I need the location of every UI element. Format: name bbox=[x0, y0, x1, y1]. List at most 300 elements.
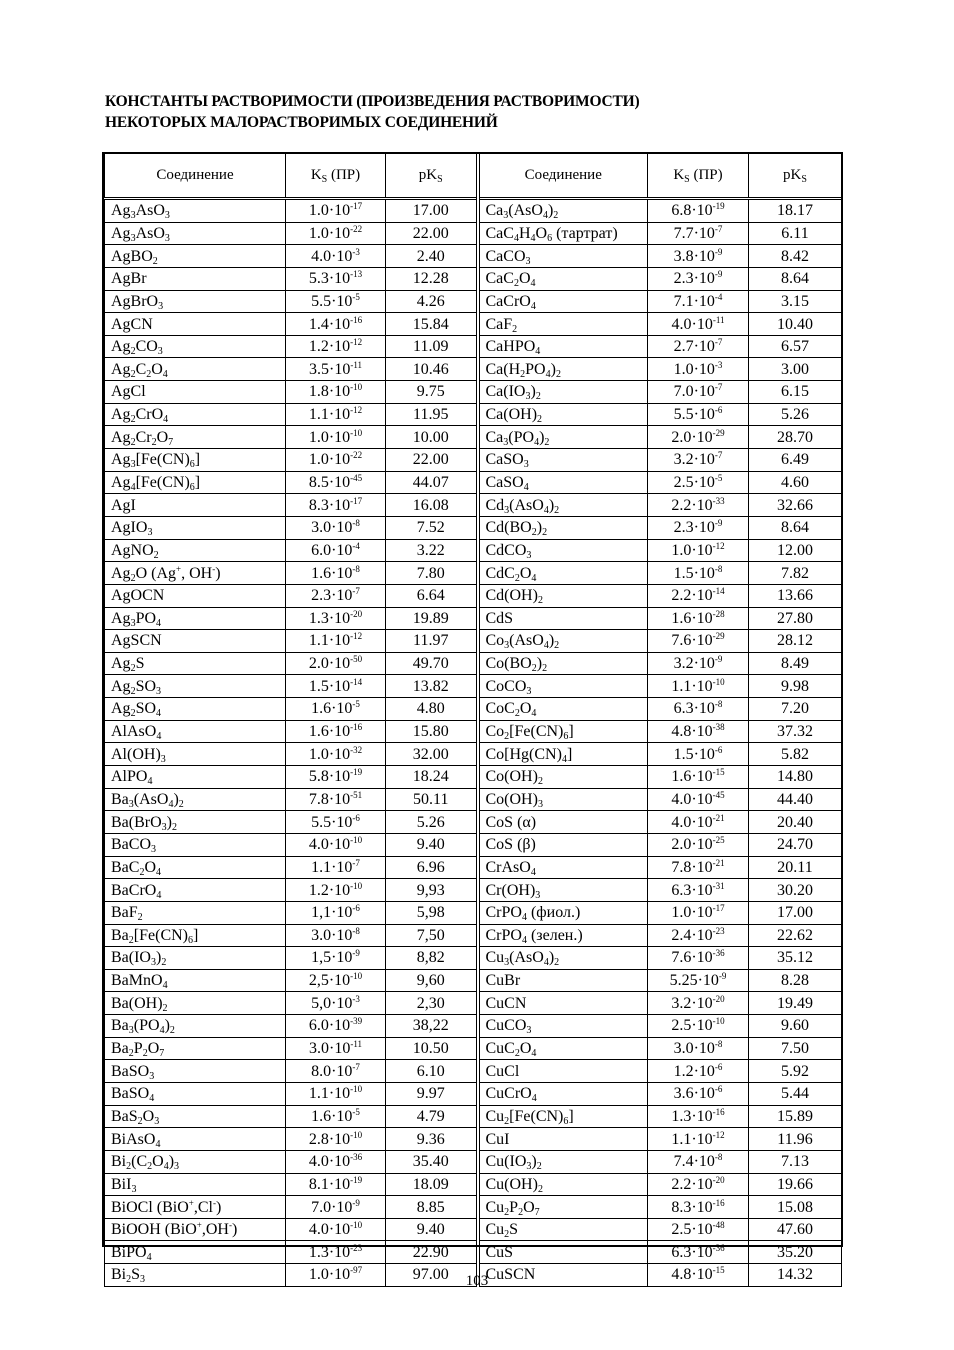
cell-pks-right: 35.20 bbox=[749, 1241, 842, 1264]
cell-pks-left: 19.89 bbox=[386, 607, 478, 630]
cell-pks-left: 9,60 bbox=[386, 969, 478, 992]
table-row bbox=[105, 199, 842, 223]
cell-ks-left: $1.6\cdot 10^{-5}$ bbox=[286, 698, 386, 721]
cell-ks-left: $1.0\cdot 10^{-17}$ bbox=[286, 199, 386, 223]
cell-compound-right: CaF$_2$ bbox=[478, 313, 648, 336]
cell-compound-left: BiOCl (BiO+,Cl-) bbox=[105, 1196, 286, 1219]
cell-compound-left: BaCO$_3$ bbox=[105, 833, 286, 856]
header-pks-right: $pK_S$ bbox=[749, 154, 842, 199]
table-row bbox=[105, 969, 842, 992]
cell-compound-right: $Cd(OH)_2$ bbox=[478, 584, 648, 607]
cell-compound-left: AgBrO$_3$ bbox=[105, 290, 286, 313]
cell-compound-right: $Ca(H_2PO_4)_2$ bbox=[478, 358, 648, 381]
table-row bbox=[105, 901, 842, 924]
table-row bbox=[105, 267, 842, 290]
table-row bbox=[105, 924, 842, 947]
cell-ks-left: $1.1\cdot 10^{-10}$ bbox=[286, 1082, 386, 1105]
table-row bbox=[105, 947, 842, 970]
table-row bbox=[105, 403, 842, 426]
cell-ks-left: $1.2\cdot 10^{-12}$ bbox=[286, 335, 386, 358]
cell-pks-left: 15.80 bbox=[386, 720, 478, 743]
cell-pks-right: 9.60 bbox=[749, 1015, 842, 1038]
cell-pks-right: 5.82 bbox=[749, 743, 842, 766]
cell-pks-left: 2,30 bbox=[386, 992, 478, 1015]
cell-compound-right: CuCN bbox=[478, 992, 648, 1015]
cell-pks-right: 18.17 bbox=[749, 199, 842, 223]
cell-pks-right: 14.80 bbox=[749, 766, 842, 789]
cell-pks-left: 10.00 bbox=[386, 426, 478, 449]
table-row bbox=[105, 675, 842, 698]
cell-pks-right: 4.60 bbox=[749, 471, 842, 494]
cell-compound-left: AgOCN bbox=[105, 584, 286, 607]
cell-compound-right: $CuC_2O_4$ bbox=[478, 1037, 648, 1060]
cell-ks-left: $5.8\cdot 10^{-19}$ bbox=[286, 766, 386, 789]
cell-ks-left: $1.0\cdot 10^{-22}$ bbox=[286, 449, 386, 472]
cell-ks-left: $4.0\cdot 10^{-10}$ bbox=[286, 1218, 386, 1241]
cell-pks-right: 10.40 bbox=[749, 313, 842, 336]
cell-pks-right: 12.00 bbox=[749, 539, 842, 562]
cell-compound-right: $Cd(BO_2)_2$ bbox=[478, 516, 648, 539]
cell-compound-right: $Cd_3(AsO_4)_2$ bbox=[478, 494, 648, 517]
table-row bbox=[105, 992, 842, 1015]
cell-pks-left: 9.36 bbox=[386, 1128, 478, 1151]
cell-ks-right: $2.5\cdot 10^{-10}$ bbox=[648, 1015, 749, 1038]
cell-ks-left: $1,1\cdot 10^{-6}$ bbox=[286, 901, 386, 924]
cell-compound-right: CuCl bbox=[478, 1060, 648, 1083]
cell-compound-right: $Co_3(AsO_4)_2$ bbox=[478, 630, 648, 653]
cell-ks-left: $7.8\cdot 10^{-51}$ bbox=[286, 788, 386, 811]
cell-pks-right: 6.15 bbox=[749, 381, 842, 404]
cell-ks-right: $1.0\cdot 10^{-17}$ bbox=[648, 901, 749, 924]
cell-pks-left: 11.95 bbox=[386, 403, 478, 426]
cell-compound-right: $Co[Hg(CN)_4]$ bbox=[478, 743, 648, 766]
table-header-row bbox=[105, 154, 842, 199]
table-row bbox=[105, 539, 842, 562]
cell-compound-left: BiI$_3$ bbox=[105, 1173, 286, 1196]
cell-ks-left: $1.5\cdot 10^{-14}$ bbox=[286, 675, 386, 698]
table-row bbox=[105, 1241, 842, 1264]
cell-ks-left: $4.0\cdot 10^{-10}$ bbox=[286, 833, 386, 856]
cell-pks-right: 14.32 bbox=[749, 1264, 842, 1287]
cell-pks-right: 27.80 bbox=[749, 607, 842, 630]
cell-pks-right: 11.96 bbox=[749, 1128, 842, 1151]
solubility-table bbox=[102, 152, 843, 1286]
cell-ks-left: $1.0\cdot 10^{-10}$ bbox=[286, 426, 386, 449]
cell-pks-right: 5.26 bbox=[749, 403, 842, 426]
cell-pks-right: 19.66 bbox=[749, 1173, 842, 1196]
cell-ks-left: $5.5\cdot 10^{-6}$ bbox=[286, 811, 386, 834]
table-row bbox=[105, 290, 842, 313]
cell-ks-left: $5,0\cdot 10^{-3}$ bbox=[286, 992, 386, 1015]
cell-ks-left: $1.0\cdot 10^{-22}$ bbox=[286, 222, 386, 245]
cell-ks-left: $8.5\cdot 10^{-45}$ bbox=[286, 471, 386, 494]
cell-compound-right: $CaC_2O_4$ bbox=[478, 267, 648, 290]
cell-ks-left: $1.1\cdot 10^{-7}$ bbox=[286, 856, 386, 879]
cell-compound-left: $Ag_2CrO_4$ bbox=[105, 403, 286, 426]
table-row bbox=[105, 313, 842, 336]
cell-compound-left: $Ag_2SO_4$ bbox=[105, 698, 286, 721]
cell-compound-right: $Cu_2P_2O_7$ bbox=[478, 1196, 648, 1219]
cell-ks-right: $1.5\cdot 10^{-8}$ bbox=[648, 562, 749, 585]
cell-compound-left: AgCN bbox=[105, 313, 286, 336]
cell-ks-right: $3.0\cdot 10^{-8}$ bbox=[648, 1037, 749, 1060]
cell-ks-right: $7.8\cdot 10^{-21}$ bbox=[648, 856, 749, 879]
cell-compound-left: $Bi_2S_3$ bbox=[105, 1264, 286, 1287]
cell-compound-left: $Ag_2O$ (Ag+, OH-) bbox=[105, 562, 286, 585]
cell-ks-right: $2.0\cdot 10^{-25}$ bbox=[648, 833, 749, 856]
table-row bbox=[105, 449, 842, 472]
table-row bbox=[105, 856, 842, 879]
cell-ks-right: $7.6\cdot 10^{-36}$ bbox=[648, 947, 749, 970]
cell-compound-left: $Al(OH)_3$ bbox=[105, 743, 286, 766]
cell-pks-left: 18.24 bbox=[386, 766, 478, 789]
cell-pks-left: 22.00 bbox=[386, 449, 478, 472]
cell-ks-left: $5.5\cdot 10^{-5}$ bbox=[286, 290, 386, 313]
cell-compound-right: CuSCN bbox=[478, 1264, 648, 1287]
cell-ks-left: $1.3\cdot 10^{-23}$ bbox=[286, 1241, 386, 1264]
cell-ks-right: $5.5\cdot 10^{-6}$ bbox=[648, 403, 749, 426]
cell-compound-right: CoS (β) bbox=[478, 833, 648, 856]
cell-compound-right: $Co(BO_2)_2$ bbox=[478, 652, 648, 675]
cell-ks-right: $3.8\cdot 10^{-9}$ bbox=[648, 245, 749, 268]
cell-ks-left: $1.1\cdot 10^{-12}$ bbox=[286, 630, 386, 653]
cell-pks-left: 22.00 bbox=[386, 222, 478, 245]
cell-ks-left: $4.0\cdot 10^{-36}$ bbox=[286, 1150, 386, 1173]
cell-pks-right: 3.15 bbox=[749, 290, 842, 313]
cell-compound-right: $Ca(OH)_2$ bbox=[478, 403, 648, 426]
cell-pks-left: 38,22 bbox=[386, 1015, 478, 1038]
table-row bbox=[105, 584, 842, 607]
cell-ks-right: $2.4\cdot 10^{-23}$ bbox=[648, 924, 749, 947]
table-row bbox=[105, 879, 842, 902]
cell-compound-left: $Ba_2[Fe(CN)_6]$ bbox=[105, 924, 286, 947]
cell-ks-right: $7.1\cdot 10^{-4}$ bbox=[648, 290, 749, 313]
table-row bbox=[105, 1082, 842, 1105]
cell-pks-left: 7.80 bbox=[386, 562, 478, 585]
cell-compound-right: CdCO$_3$ bbox=[478, 539, 648, 562]
cell-compound-right: $CaC_4H_4O_6$ (тартрат) bbox=[478, 222, 648, 245]
cell-pks-left: 9,93 bbox=[386, 879, 478, 902]
cell-pks-left: 44.07 bbox=[386, 471, 478, 494]
cell-compound-left: BaSO$_4$ bbox=[105, 1082, 286, 1105]
cell-compound-right: CuCrO$_4$ bbox=[478, 1082, 648, 1105]
table-row bbox=[105, 652, 842, 675]
cell-compound-left: BaCrO$_4$ bbox=[105, 879, 286, 902]
table-row bbox=[105, 1196, 842, 1219]
page-title bbox=[105, 91, 865, 133]
table-row bbox=[105, 1150, 842, 1173]
cell-ks-right: $1.2\cdot 10^{-6}$ bbox=[648, 1060, 749, 1083]
cell-ks-left: $1.6\cdot 10^{-5}$ bbox=[286, 1105, 386, 1128]
cell-pks-left: 9.97 bbox=[386, 1082, 478, 1105]
cell-pks-left: 16.08 bbox=[386, 494, 478, 517]
cell-ks-right: $2.2\cdot 10^{-20}$ bbox=[648, 1173, 749, 1196]
cell-compound-left: AgSCN bbox=[105, 630, 286, 653]
cell-pks-right: 5.44 bbox=[749, 1082, 842, 1105]
table-row bbox=[105, 743, 842, 766]
cell-ks-left: $3.0\cdot 10^{-11}$ bbox=[286, 1037, 386, 1060]
cell-pks-left: 13.82 bbox=[386, 675, 478, 698]
cell-ks-left: $2.0\cdot 10^{-50}$ bbox=[286, 652, 386, 675]
cell-compound-left: AgBO$_2$ bbox=[105, 245, 286, 268]
cell-pks-right: 9.98 bbox=[749, 675, 842, 698]
table-row bbox=[105, 494, 842, 517]
cell-pks-left: 9.75 bbox=[386, 381, 478, 404]
cell-compound-right: CaSO$_3$ bbox=[478, 449, 648, 472]
cell-ks-left: $1.3\cdot 10^{-20}$ bbox=[286, 607, 386, 630]
cell-ks-right: $8.3\cdot 10^{-16}$ bbox=[648, 1196, 749, 1219]
cell-ks-right: $2.7\cdot 10^{-7}$ bbox=[648, 335, 749, 358]
cell-pks-left: 32.00 bbox=[386, 743, 478, 766]
cell-ks-left: $6.0\cdot 10^{-4}$ bbox=[286, 539, 386, 562]
cell-pks-right: 8.42 bbox=[749, 245, 842, 268]
cell-ks-right: $4.0\cdot 10^{-11}$ bbox=[648, 313, 749, 336]
cell-ks-right: $1.0\cdot 10^{-3}$ bbox=[648, 358, 749, 381]
cell-ks-right: $4.0\cdot 10^{-21}$ bbox=[648, 811, 749, 834]
cell-compound-right: $CdC_2O_4$ bbox=[478, 562, 648, 585]
cell-pks-right: 47.60 bbox=[749, 1218, 842, 1241]
cell-pks-left: 4.26 bbox=[386, 290, 478, 313]
table-body bbox=[105, 199, 842, 1287]
cell-ks-right: $2.0\cdot 10^{-29}$ bbox=[648, 426, 749, 449]
cell-ks-right: $6.3\cdot 10^{-8}$ bbox=[648, 698, 749, 721]
cell-ks-left: $8.3\cdot 10^{-17}$ bbox=[286, 494, 386, 517]
cell-compound-right: $Ca_3(PO_4)_2$ bbox=[478, 426, 648, 449]
cell-pks-left: 49.70 bbox=[386, 652, 478, 675]
table-row bbox=[105, 1105, 842, 1128]
cell-ks-right: $3.2\cdot 10^{-9}$ bbox=[648, 652, 749, 675]
cell-compound-left: $BaS_2O_3$ bbox=[105, 1105, 286, 1128]
cell-compound-left: $Ag_3[Fe(CN)_6]$ bbox=[105, 449, 286, 472]
cell-pks-right: 13.66 bbox=[749, 584, 842, 607]
cell-compound-right: CoCO$_3$ bbox=[478, 675, 648, 698]
cell-compound-left: $Ag_3AsO_3$ bbox=[105, 222, 286, 245]
cell-ks-left: $2.3\cdot 10^{-7}$ bbox=[286, 584, 386, 607]
cell-ks-right: $3.2\cdot 10^{-7}$ bbox=[648, 449, 749, 472]
cell-compound-right: $CoC_2O_4$ bbox=[478, 698, 648, 721]
cell-ks-right: $2.2\cdot 10^{-33}$ bbox=[648, 494, 749, 517]
cell-ks-right: $4.0\cdot 10^{-45}$ bbox=[648, 788, 749, 811]
cell-pks-left: 18.09 bbox=[386, 1173, 478, 1196]
cell-ks-right: $2.5\cdot 10^{-5}$ bbox=[648, 471, 749, 494]
cell-ks-right: $1.6\cdot 10^{-15}$ bbox=[648, 766, 749, 789]
cell-ks-right: $2.3\cdot 10^{-9}$ bbox=[648, 267, 749, 290]
cell-ks-right: $3.2\cdot 10^{-20}$ bbox=[648, 992, 749, 1015]
header-ks-left: $K_S$ (ПР) bbox=[286, 154, 386, 199]
table-row bbox=[105, 1173, 842, 1196]
table-row bbox=[105, 788, 842, 811]
cell-ks-left: $3.0\cdot 10^{-8}$ bbox=[286, 516, 386, 539]
cell-pks-right: 15.89 bbox=[749, 1105, 842, 1128]
cell-compound-left: $BaC_2O_4$ bbox=[105, 856, 286, 879]
cell-compound-right: $Co(OH)_3$ bbox=[478, 788, 648, 811]
cell-compound-right: CaSO$_4$ bbox=[478, 471, 648, 494]
cell-pks-left: 6.64 bbox=[386, 584, 478, 607]
cell-pks-right: 19.49 bbox=[749, 992, 842, 1015]
cell-compound-left: $Ba_2P_2O_7$ bbox=[105, 1037, 286, 1060]
cell-ks-right: $6.8\cdot 10^{-19}$ bbox=[648, 199, 749, 223]
cell-pks-right: 30.20 bbox=[749, 879, 842, 902]
cell-compound-left: $Ag_2S$ bbox=[105, 652, 286, 675]
cell-pks-right: 6.57 bbox=[749, 335, 842, 358]
cell-pks-left: 2.40 bbox=[386, 245, 478, 268]
cell-ks-right: $1.1\cdot 10^{-12}$ bbox=[648, 1128, 749, 1151]
cell-compound-left: BiOOH (BiO+,OH-) bbox=[105, 1218, 286, 1241]
cell-ks-right: $1.1\cdot 10^{-10}$ bbox=[648, 675, 749, 698]
cell-pks-left: 9.40 bbox=[386, 833, 478, 856]
cell-compound-right: CuS bbox=[478, 1241, 648, 1264]
cell-pks-left: 3.22 bbox=[386, 539, 478, 562]
table-row bbox=[105, 1128, 842, 1151]
table-row bbox=[105, 471, 842, 494]
cell-ks-right: $6.3\cdot 10^{-31}$ bbox=[648, 879, 749, 902]
table-row bbox=[105, 811, 842, 834]
table-row bbox=[105, 1015, 842, 1038]
cell-ks-left: $1.1\cdot 10^{-12}$ bbox=[286, 403, 386, 426]
cell-pks-right: 15.08 bbox=[749, 1196, 842, 1219]
table-row bbox=[105, 335, 842, 358]
cell-pks-left: 11.09 bbox=[386, 335, 478, 358]
cell-ks-left: $2,5\cdot 10^{-10}$ bbox=[286, 969, 386, 992]
cell-compound-left: AgCl bbox=[105, 381, 286, 404]
cell-compound-right: $Cu_2[Fe(CN)_6]$ bbox=[478, 1105, 648, 1128]
cell-ks-right: $1.0\cdot 10^{-12}$ bbox=[648, 539, 749, 562]
cell-ks-left: $2.8\cdot 10^{-10}$ bbox=[286, 1128, 386, 1151]
cell-pks-left: 11.97 bbox=[386, 630, 478, 653]
cell-ks-right: $1.3\cdot 10^{-16}$ bbox=[648, 1105, 749, 1128]
cell-compound-left: $Ba(OH)_2$ bbox=[105, 992, 286, 1015]
cell-ks-right: $2.2\cdot 10^{-14}$ bbox=[648, 584, 749, 607]
cell-compound-right: CaCrO$_4$ bbox=[478, 290, 648, 313]
table-row bbox=[105, 358, 842, 381]
cell-compound-right: $Cu(IO_3)_2$ bbox=[478, 1150, 648, 1173]
table-row bbox=[105, 222, 842, 245]
cell-pks-right: 3.00 bbox=[749, 358, 842, 381]
cell-ks-left: $3.0\cdot 10^{-8}$ bbox=[286, 924, 386, 947]
cell-ks-left: $1.6\cdot 10^{-16}$ bbox=[286, 720, 386, 743]
cell-compound-right: $Co(OH)_2$ bbox=[478, 766, 648, 789]
cell-ks-left: $1,5\cdot 10^{-9}$ bbox=[286, 947, 386, 970]
cell-pks-right: 7.50 bbox=[749, 1037, 842, 1060]
cell-ks-left: $1.8\cdot 10^{-10}$ bbox=[286, 381, 386, 404]
table-row bbox=[105, 516, 842, 539]
cell-compound-left: $Ag_2CO_3$ bbox=[105, 335, 286, 358]
cell-compound-left: $Ba_3(AsO_4)_2$ bbox=[105, 788, 286, 811]
cell-pks-left: 10.46 bbox=[386, 358, 478, 381]
cell-ks-left: $1.6\cdot 10^{-8}$ bbox=[286, 562, 386, 585]
cell-ks-left: $1.4\cdot 10^{-16}$ bbox=[286, 313, 386, 336]
cell-compound-left: AgNO$_2$ bbox=[105, 539, 286, 562]
cell-compound-left: $Ba(IO_3)_2$ bbox=[105, 947, 286, 970]
cell-ks-left: $4.0\cdot 10^{-3}$ bbox=[286, 245, 386, 268]
cell-compound-right: CrPO$_4$ (фиол.) bbox=[478, 901, 648, 924]
cell-ks-left: $8.1\cdot 10^{-19}$ bbox=[286, 1173, 386, 1196]
cell-pks-left: 7.52 bbox=[386, 516, 478, 539]
cell-pks-right: 20.40 bbox=[749, 811, 842, 834]
cell-compound-right: CoS (α) bbox=[478, 811, 648, 834]
cell-compound-left: BiPO$_4$ bbox=[105, 1241, 286, 1264]
cell-ks-right: $2.5\cdot 10^{-48}$ bbox=[648, 1218, 749, 1241]
cell-compound-left: BaF$_2$ bbox=[105, 901, 286, 924]
cell-compound-left: BaMnO$_4$ bbox=[105, 969, 286, 992]
cell-ks-right: $6.3\cdot 10^{-36}$ bbox=[648, 1241, 749, 1264]
cell-ks-left: $7.0\cdot 10^{-9}$ bbox=[286, 1196, 386, 1219]
cell-ks-right: $1.6\cdot 10^{-28}$ bbox=[648, 607, 749, 630]
cell-compound-left: $Ba_3(PO_4)_2$ bbox=[105, 1015, 286, 1038]
cell-compound-right: CrAsO$_4$ bbox=[478, 856, 648, 879]
cell-pks-left: 5.26 bbox=[386, 811, 478, 834]
cell-compound-right: CdS bbox=[478, 607, 648, 630]
cell-compound-left: BaSO$_3$ bbox=[105, 1060, 286, 1083]
table-row bbox=[105, 607, 842, 630]
cell-compound-right: CuCO$_3$ bbox=[478, 1015, 648, 1038]
cell-pks-left: 6.96 bbox=[386, 856, 478, 879]
cell-ks-left: $1.0\cdot 10^{-97}$ bbox=[286, 1264, 386, 1287]
cell-pks-right: 28.70 bbox=[749, 426, 842, 449]
cell-pks-left: 9.40 bbox=[386, 1218, 478, 1241]
cell-ks-left: $3.5\cdot 10^{-11}$ bbox=[286, 358, 386, 381]
table-row bbox=[105, 1218, 842, 1241]
table-row bbox=[105, 562, 842, 585]
cell-pks-left: 12.28 bbox=[386, 267, 478, 290]
cell-pks-left: 50.11 bbox=[386, 788, 478, 811]
cell-compound-left: AgIO$_3$ bbox=[105, 516, 286, 539]
cell-pks-left: 10.50 bbox=[386, 1037, 478, 1060]
cell-ks-right: $5.25\cdot 10^{-9}$ bbox=[648, 969, 749, 992]
cell-compound-left: AlAsO$_4$ bbox=[105, 720, 286, 743]
cell-pks-left: 22.90 bbox=[386, 1241, 478, 1264]
cell-pks-right: 8.49 bbox=[749, 652, 842, 675]
cell-compound-right: $Ca(IO_3)_2$ bbox=[478, 381, 648, 404]
cell-compound-left: $Ag_3PO_4$ bbox=[105, 607, 286, 630]
table-row bbox=[105, 1060, 842, 1083]
cell-ks-right: $4.8\cdot 10^{-15}$ bbox=[648, 1264, 749, 1287]
cell-pks-right: 8.64 bbox=[749, 267, 842, 290]
cell-pks-right: 22.62 bbox=[749, 924, 842, 947]
cell-ks-right: $7.6\cdot 10^{-29}$ bbox=[648, 630, 749, 653]
cell-pks-right: 5.92 bbox=[749, 1060, 842, 1083]
cell-ks-right: $4.8\cdot 10^{-38}$ bbox=[648, 720, 749, 743]
cell-pks-left: 15.84 bbox=[386, 313, 478, 336]
cell-compound-right: $Cu_2S$ bbox=[478, 1218, 648, 1241]
cell-pks-right: 20.11 bbox=[749, 856, 842, 879]
cell-compound-right: $Ca_3(AsO_4)_2$ bbox=[478, 199, 648, 223]
cell-pks-right: 35.12 bbox=[749, 947, 842, 970]
cell-compound-right: CaHPO$_4$ bbox=[478, 335, 648, 358]
cell-pks-right: 7.20 bbox=[749, 698, 842, 721]
cell-compound-right: CaCO$_3$ bbox=[478, 245, 648, 268]
cell-compound-left: $Ag_2C_2O_4$ bbox=[105, 358, 286, 381]
table-row bbox=[105, 381, 842, 404]
cell-compound-right: CrPO$_4$ (зелен.) bbox=[478, 924, 648, 947]
cell-pks-right: 37.32 bbox=[749, 720, 842, 743]
cell-compound-left: $Ba(BrO_3)_2$ bbox=[105, 811, 286, 834]
cell-ks-right: $2.3\cdot 10^{-9}$ bbox=[648, 516, 749, 539]
cell-pks-right: 44.40 bbox=[749, 788, 842, 811]
cell-pks-right: 32.66 bbox=[749, 494, 842, 517]
cell-pks-left: 5,98 bbox=[386, 901, 478, 924]
table-row bbox=[105, 720, 842, 743]
cell-compound-right: $Cu(OH)_2$ bbox=[478, 1173, 648, 1196]
cell-compound-right: $Co_2[Fe(CN)_6]$ bbox=[478, 720, 648, 743]
cell-ks-right: $1.5\cdot 10^{-6}$ bbox=[648, 743, 749, 766]
cell-compound-left: AgI bbox=[105, 494, 286, 517]
cell-ks-right: $3.6\cdot 10^{-6}$ bbox=[648, 1082, 749, 1105]
cell-ks-left: $5.3\cdot 10^{-13}$ bbox=[286, 267, 386, 290]
header-compound-left: Соединение bbox=[105, 154, 286, 199]
cell-pks-right: 17.00 bbox=[749, 901, 842, 924]
cell-pks-right: 7.82 bbox=[749, 562, 842, 585]
